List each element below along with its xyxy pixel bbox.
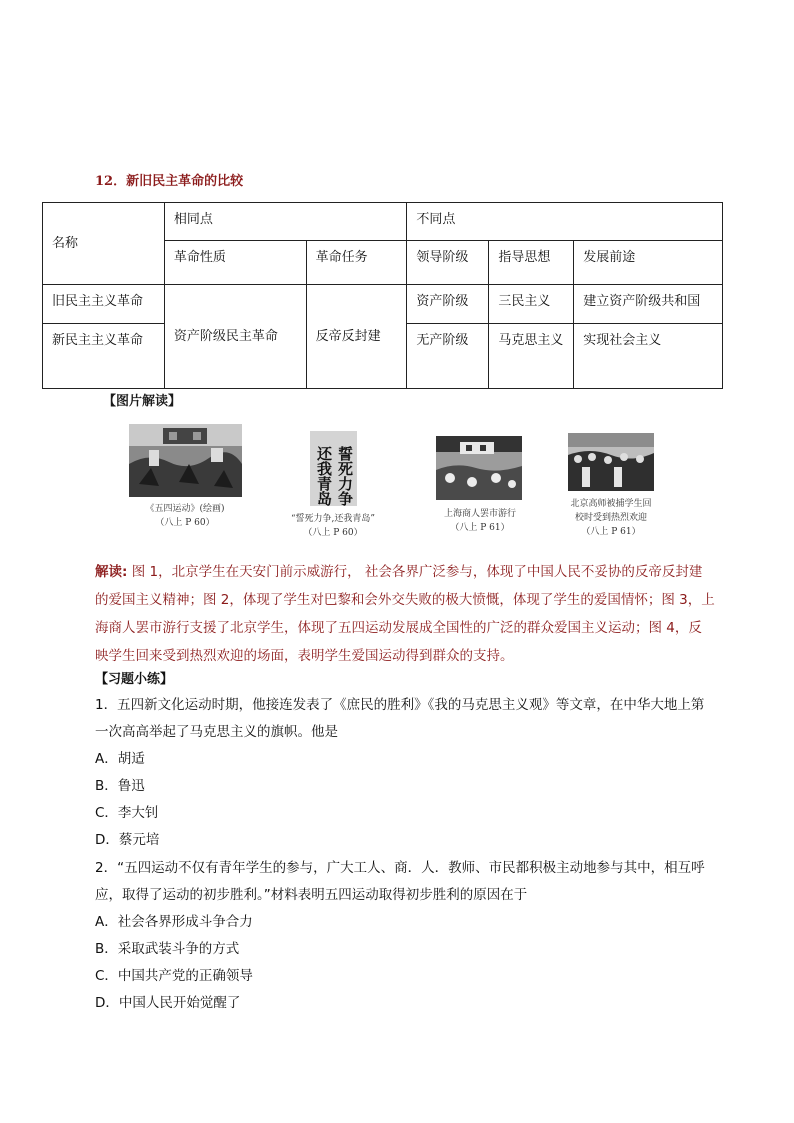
picture-2-caption: “誓死力争,还我青岛” （八上 P 60）: [290, 514, 376, 538]
header-same: 相同点: [164, 203, 407, 241]
question-1: [95, 692, 705, 854]
row-old-idea: 三民主义: [489, 285, 574, 324]
row-new-lead: 无产阶级: [407, 324, 489, 389]
row-new-idea: 马克思主义: [489, 324, 574, 389]
row-new-name: 新民主主义革命: [43, 324, 165, 389]
header-diff: 不同点: [407, 203, 723, 241]
slogan-right-column: 誓死力争: [336, 446, 354, 506]
question-1-option-d: D．蔡元培: [95, 832, 160, 848]
interpretation-text: 图 1，北京学生在天安门前示威游行， 社会各界广泛参与，体现了中国人民不妥协的反帝反封建的爱国主义精神；图 2，体现了学生对巴黎和会外交失败的极大愤慨，体现了学生的爱国情怀；图 3，上海商人罢市游行支援了北京学生，体现了五四运动发展成全国性的广泛的群众爱国主义运动；图 4，反映学生回来受到热烈欢迎的场面，表明学生爱国运动得到群众的支持。: [95, 564, 715, 664]
question-2-option-b: B．采取武装斗争的方式: [95, 941, 240, 957]
interpretation-label: 解读:: [95, 564, 128, 580]
question-2-option-d: D．中国人民开始觉醒了: [95, 995, 241, 1011]
row-old-name: 旧民主主义革命: [43, 285, 165, 324]
picture-4-caption: 北京高师被捕学生回 校时受到热烈欢迎 （八上 P 61）: [570, 499, 652, 537]
section-title: 12．新旧民主革命的比较: [95, 174, 244, 189]
slogan-left-column: 还我青岛: [315, 446, 333, 506]
question-1-option-c: C．李大钊: [95, 805, 159, 821]
shanghai-strike-image: [436, 436, 522, 500]
subheader-lead: 领导阶级: [407, 241, 489, 285]
subheader-idea: 指导思想: [489, 241, 574, 285]
subheader-task: 革命任务: [306, 241, 407, 285]
students-welcomed-image: [568, 433, 654, 491]
picture-section-title: 【图片解读】: [103, 394, 182, 409]
question-2-stem: 2．“五四运动不仅有青年学生的参与，广大工人、商．人．教师、市民都积极主动地参与其中，相互呼应，取得了运动的初步胜利。”材料表明五四运动取得初步胜利的原因在于: [95, 860, 705, 903]
picture-interpretation: [95, 558, 715, 670]
shared-task: 反帝反封建: [306, 285, 407, 389]
question-2-option-a: A．社会各界形成斗争合力: [95, 914, 253, 930]
may-fourth-painting-image: [129, 424, 242, 497]
question-2: [95, 855, 705, 1017]
header-name: 名称: [43, 203, 165, 285]
row-new-future: 实现社会主义: [574, 324, 723, 389]
shared-nature: 资产阶级民主革命: [164, 285, 306, 389]
subheader-future: 发展前途: [574, 241, 723, 285]
question-2-option-c: C．中国共产党的正确领导: [95, 968, 253, 984]
picture-1-caption: 《五四运动》(绘画) （八上 P 60）: [145, 504, 225, 528]
practice-section-title: 【习题小练】: [95, 672, 174, 687]
row-old-future: 建立资产阶级共和国: [574, 285, 723, 324]
comparison-table: [42, 202, 723, 389]
picture-3-caption: 上海商人罢市游行 （八上 P 61）: [443, 509, 516, 533]
row-old-lead: 资产阶级: [407, 285, 489, 324]
question-1-option-a: A．胡适: [95, 751, 145, 767]
question-1-option-b: B．鲁迅: [95, 778, 145, 794]
question-1-stem: 1．五四新文化运动时期，他接连发表了《庶民的胜利》《我的马克思主义观》等文章，在中华大地上第一次高高举起了马克思主义的旗帜。他是: [95, 697, 705, 740]
subheader-nature: 革命性质: [164, 241, 306, 285]
slogan-calligraphy-image: [310, 431, 357, 506]
